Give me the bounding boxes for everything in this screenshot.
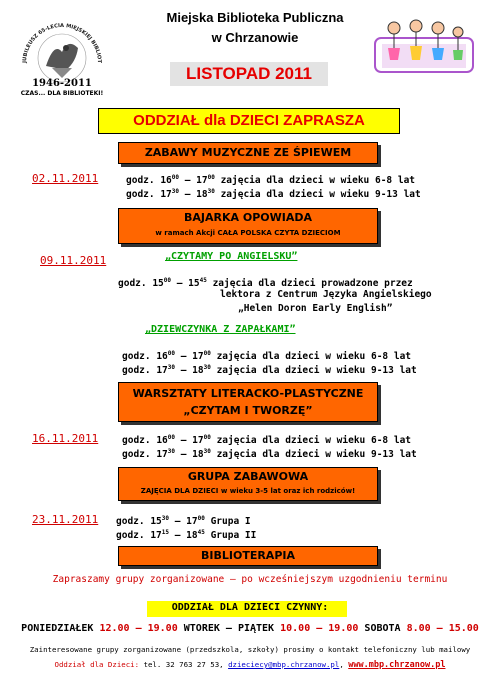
- schedule-row: godz. $17^{15} - 18^{45}$ Grupa II: [116, 529, 257, 542]
- section-title: ZABAWY MUZYCZNE ZE ŚPIEWEM: [144, 146, 352, 159]
- section-zabawy-muzyczne: [118, 142, 378, 164]
- department-label: Oddział dla Dzieci:: [54, 660, 140, 669]
- section-bajarka-opowiada: [118, 208, 378, 244]
- schedule-row: godz. $17^{30} - 18^{30}$ zajęcia dla dzieci w wieku 9-13 lat: [122, 448, 417, 461]
- section-title-quote: „CZYTAM I TWORZĘ”: [183, 404, 313, 417]
- schedule-row: godz. $16^{00} - 17^{00}$ zajęcia dla dzieci w wieku 6-8 lat: [122, 434, 412, 447]
- event-date: 16.11.2011: [32, 432, 99, 445]
- group-title: „CZYTAMY PO ANGIELSKU”: [165, 251, 298, 262]
- weekday-label: WTOREK – PIĄTEK: [183, 623, 275, 634]
- section-biblioterapia: [118, 546, 378, 566]
- groups-invite-text: Zapraszamy grupy zorganizowane – po wcześniejszym uzgodnieniu terminu: [52, 574, 448, 585]
- library-name-line2: w Chrzanowie: [211, 30, 299, 45]
- event-date: 09.11.2011: [40, 254, 107, 267]
- monday-hours: 12.00 – 19.00: [99, 623, 178, 634]
- section-grupa-zabawowa: [118, 467, 378, 501]
- month-banner: LISTOPAD 2011: [170, 62, 328, 86]
- section-title: BIBLIOTERAPIA: [201, 549, 295, 562]
- contact-row: Oddział dla Dzieci: tel. 32 763 27 53, dzieciecy@mbp.chrzanow.pl, www.mbp.chrzanow.pl: [54, 660, 446, 670]
- schedule-line: „Helen Doron Early English”: [238, 303, 393, 314]
- schedule-row: godz. $15^{30} - 17^{00}$ Grupa I: [116, 515, 251, 528]
- section-subtitle: w ramach Akcji CAŁA POLSKA CZYTA DZIECIOM: [155, 229, 341, 237]
- section-title: WARSZTATY LITERACKO-PLASTYCZNE: [132, 387, 364, 400]
- contact-note: Zainteresowane grupy zorganizowane (przedszkola, szkoły) prosimy o kontakt telefoniczny lub mailowy: [29, 645, 471, 654]
- library-name-line1: Miejska Biblioteka Publiczna: [166, 10, 344, 25]
- schedule-row: godz. $16^{00} - 17^{00}$ zajęcia dla dzieci w wieku 6-8 lat: [122, 350, 412, 363]
- schedule-row: godz. $17^{30} - 18^{30}$ zajęcia dla dzieci w wieku 9-13 lat: [122, 364, 417, 377]
- schedule-row: godz. $15^{00} - 15^{45}$ zajęcia dla dzieci prowadzone przez: [118, 277, 413, 290]
- children-drawing-image: [370, 14, 480, 84]
- open-hours-label: ODDZIAŁ DLA DZIECI CZYNNY:: [171, 602, 329, 613]
- schedule-row: godz. $17^{30} - 18^{30}$ zajęcia dla dzieci w wieku 9-13 lat: [126, 188, 421, 201]
- section-title: BAJARKA OPOWIADA: [184, 211, 312, 224]
- phone-number: tel. 32 763 27 53,: [143, 660, 224, 669]
- library-jubilee-logo: [6, 8, 118, 98]
- event-date: 02.11.2011: [32, 172, 99, 185]
- department-invite-heading: ODDZIAŁ dla DZIECI ZAPRASZA: [98, 108, 400, 134]
- logo-years: 1946-2011: [32, 78, 92, 89]
- section-warsztaty: [118, 382, 378, 422]
- section-subtitle: ZAJĘCIA DLA DZIECI w wieku 3-5 lat oraz ich rodziców!: [140, 487, 356, 495]
- saturday-hours: 8.00 – 15.00: [406, 623, 479, 634]
- website-link[interactable]: www.mbp.chrzanow.pl: [348, 660, 446, 670]
- logo-motto: CZAS... DLA BIBLIOTEKI!: [20, 90, 104, 97]
- saturday-label: SOBOTA: [364, 623, 401, 634]
- schedule-line: lektora z Centrum Języka Angielskiego: [220, 289, 432, 300]
- group-title: „DZIEWCZYNKA Z ZAPAŁKAMI”: [145, 324, 296, 335]
- event-date: 23.11.2011: [32, 513, 99, 526]
- logo-ring-text: JUBILEUSZ 65-LECIA MIEJSKIEJ BIBLIOT: [21, 22, 103, 64]
- email-link[interactable]: dzieciecy@mbp.chrzanow.pl: [228, 660, 340, 669]
- weekday-hours: 10.00 – 19.00: [280, 623, 359, 634]
- section-title: GRUPA ZABAWOWA: [187, 470, 309, 483]
- library-name: [150, 8, 360, 48]
- monday-label: PONIEDZIAŁEK: [21, 623, 94, 634]
- schedule-row: godz. $16^{00} - 17^{00}$ zajęcia dla dzieci w wieku 6-8 lat: [126, 174, 416, 187]
- opening-hours-row: [0, 623, 500, 634]
